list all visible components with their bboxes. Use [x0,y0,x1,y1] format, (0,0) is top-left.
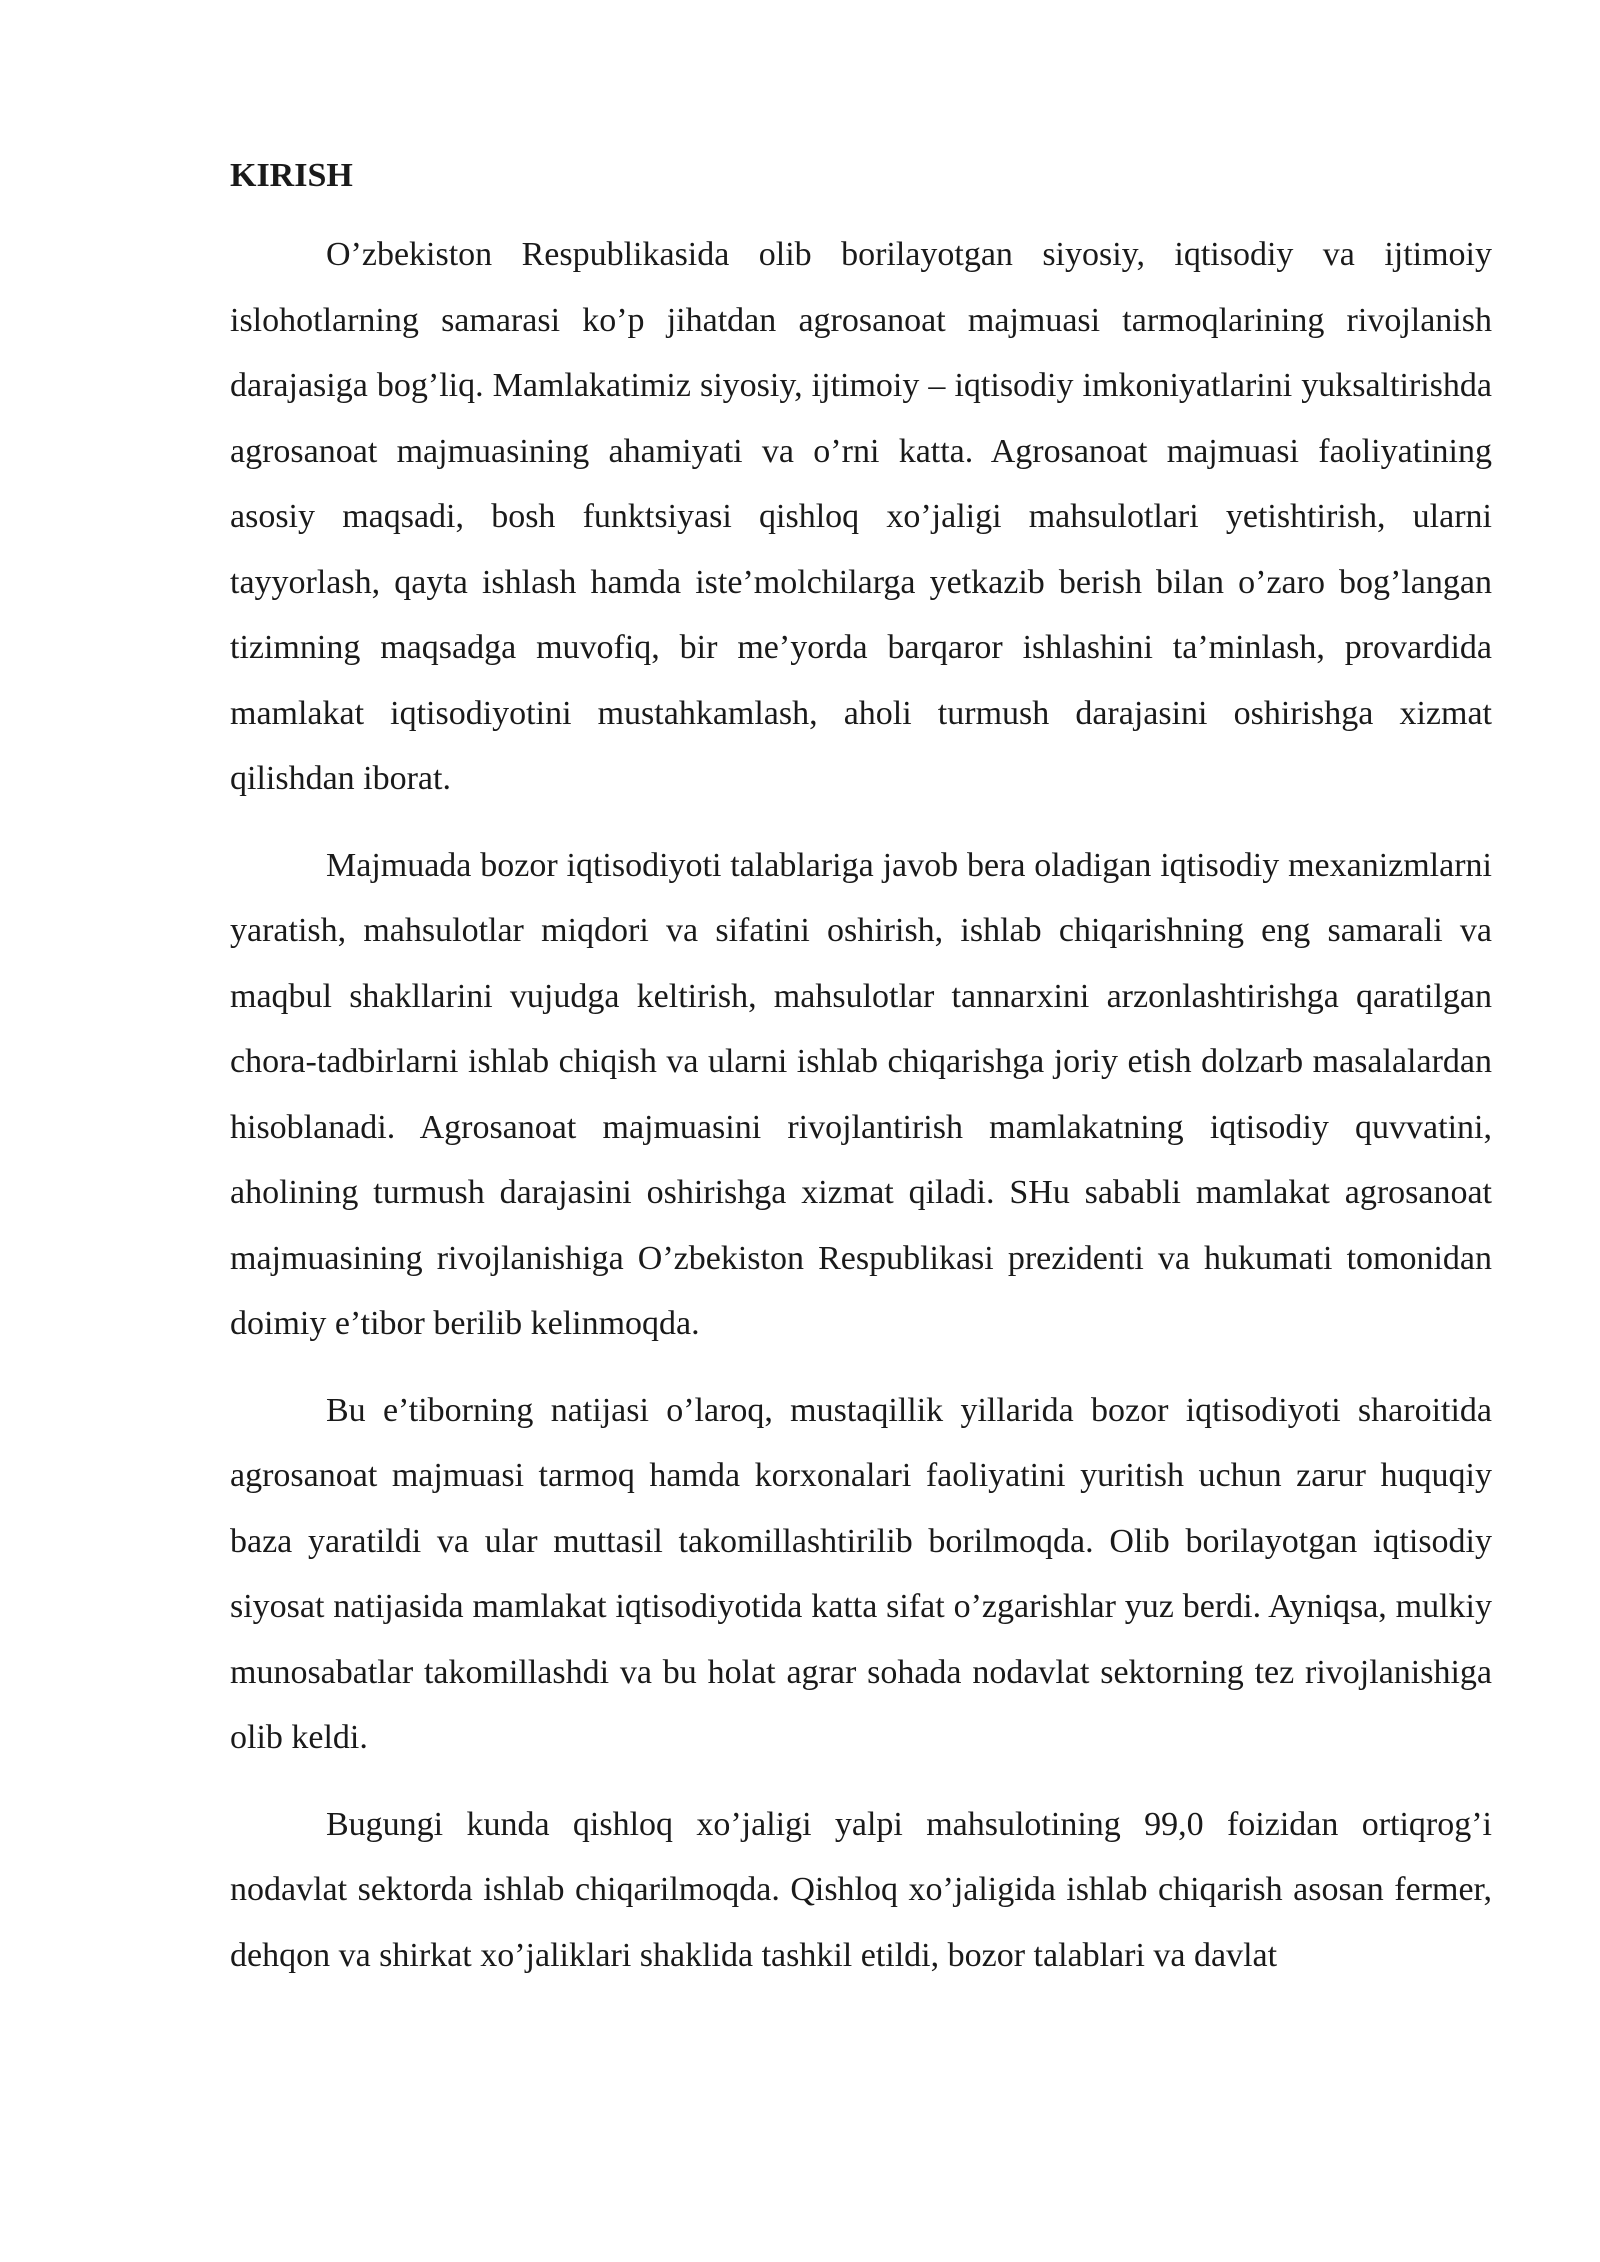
paragraph-2: Majmuada bozor iqtisodiyoti talablariga javob bera oladigan iqtisodiy mexanizmlarni yaratish, mahsulotlar miqdori va sifatini oshirish, ishlab chiqarishning eng samarali va maqbul shakllarini vujudga keltirish, mahsulotlar tannarxini arzonlashtirishga qaratilgan chora-tadbirlarni ishlab chiqish va ularni ishlab chiqarishga joriy etish dolzarb masalalardan hisoblanadi. Agrosanoat majmuasini rivojlantirish mamlakatning iqtisodiy quvvatini, aholining turmush darajasini oshirishga xizmat qiladi. SHu sababli mamlakat agrosanoat majmuasining rivojlanishiga O’zbekiston Respublikasi prezidenti va hukumati tomonidan doimiy e’tibor berilib kelinmoqda. [230,846,1492,1342]
section-heading: KIRISH [230,157,353,194]
paragraph-1: O’zbekiston Respublikasida olib borilayotgan siyosiy, iqtisodiy va ijtimoiy islohotlarning samarasi ko’p jihatdan agrosanoat majmuasi tarmoqlarining rivojlanish darajasiga bog’liq. Mamlakatimiz siyosiy, ijtimoiy – iqtisodiy imkoniyatlarini yuksaltirishda agrosanoat majmuasining ahamiyati va o’rni katta. Agrosanoat majmuasi faoliyatining asosiy maqsadi, bosh funktsiyasi qishloq xo’jaligi mahsulotlari yetishtirish, ularni tayyorlash, qayta ishlash hamda iste’molchilarga yetkazib berish bilan o’zaro bog’langan tizimning maqsadga muvofiq, bir me’yorda barqaror ishlashini ta’minlash, provardida mamlakat iqtisodiyotini mustahkamlash, aholi turmush darajasini oshirishga xizmat qilishdan iborat. [230,236,1492,797]
document-body [230,148,1492,2009]
paragraph-4: Bugungi kunda qishloq xo’jaligi yalpi mahsulotining 99,0 foizidan ortiqrog’i nodavlat sektorda ishlab chiqarilmoqda. Qishloq xo’jaligida ishlab chiqarish asosan fermer, dehqon va shirkat xo’jaliklari shaklida tashkil etildi, bozor talablari va davlat [230,1805,1492,1974]
paragraph-3: Bu e’tiborning natijasi o’laroq, mustaqillik yillarida bozor iqtisodiyoti sharoitida agrosanoat majmuasi tarmoq hamda korxonalari faoliyatini yuritish uchun zarur huquqiy baza yaratildi va ular muttasil takomillashtirilib borilmoqda. Olib borilayotgan iqtisodiy siyosat natijasida mamlakat iqtisodiyotida katta sifat o’zgarishlar yuz berdi. Ayniqsa, mulkiy munosabatlar takomillashdi va bu holat agrar sohada nodavlat sektorning tez rivojlanishiga olib keldi. [230,1391,1492,1756]
